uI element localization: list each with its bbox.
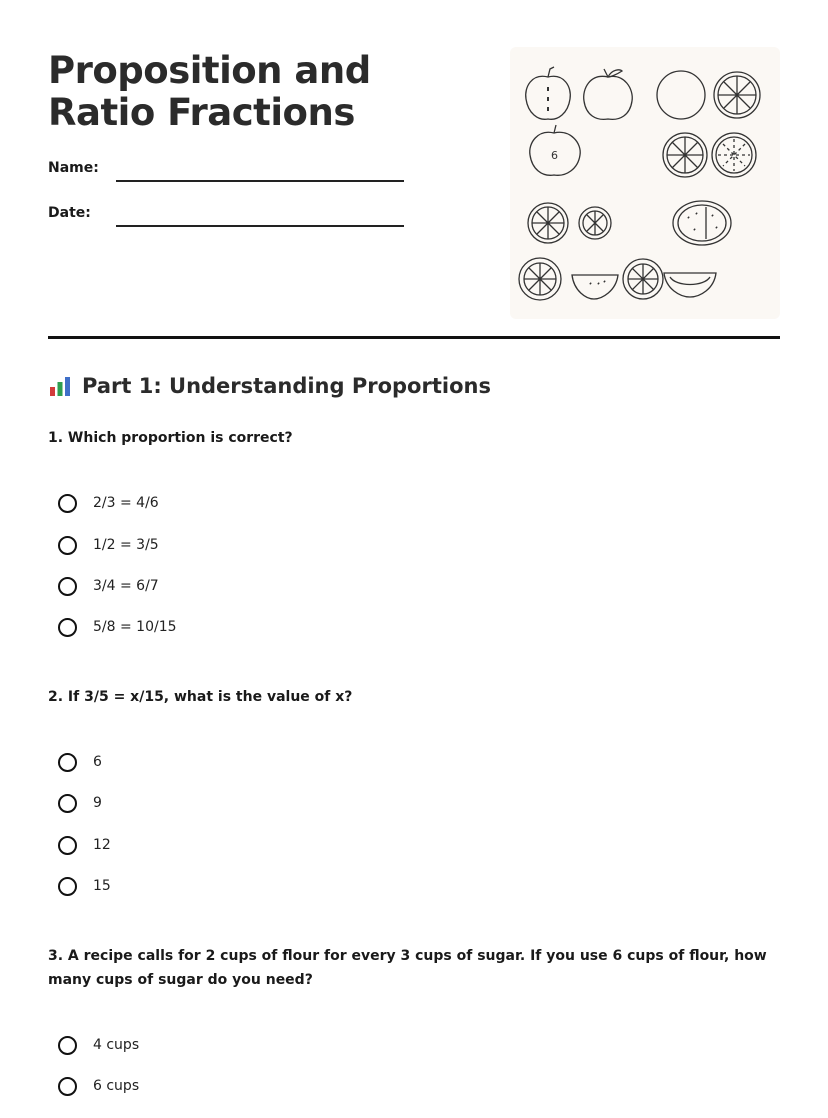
option-q1-b[interactable]: [58, 530, 159, 560]
name-line[interactable]: [116, 180, 404, 182]
option-q3-a[interactable]: [58, 1030, 139, 1060]
name-label: Name:: [48, 160, 99, 176]
radio-button[interactable]: [58, 794, 77, 813]
header-divider: [48, 336, 780, 339]
section-heading: [48, 374, 491, 398]
worksheet-header: [48, 0, 780, 398]
date-label: Date:: [48, 205, 91, 221]
date-field: [48, 205, 408, 235]
option-label: 9: [93, 795, 102, 811]
option-q1-a[interactable]: [58, 488, 159, 518]
option-q1-c[interactable]: [58, 571, 159, 601]
melon-icon: [673, 201, 731, 245]
option-label: 15: [93, 878, 111, 894]
radio-button[interactable]: [58, 536, 77, 555]
question-3: 3. A recipe calls for 2 cups of flour for every 3 cups of sugar. If you use 6 cups of flour, how many cups of sugar do you need?: [48, 948, 767, 988]
radio-button[interactable]: [58, 577, 77, 596]
option-label: 12: [93, 837, 111, 853]
question-2: 2. If 3/5 = x/15, what is the value of x?: [48, 689, 353, 705]
option-label: 1/2 = 3/5: [93, 537, 159, 553]
option-q2-d[interactable]: [58, 871, 111, 901]
option-label: 6 cups: [93, 1078, 140, 1094]
option-label: 6: [93, 754, 102, 770]
option-label: 4 cups: [93, 1037, 140, 1053]
radio-button[interactable]: [58, 1077, 77, 1096]
radio-button[interactable]: [58, 877, 77, 896]
option-label: 3/4 = 6/7: [93, 578, 159, 594]
radio-button[interactable]: [58, 836, 77, 855]
radio-button[interactable]: [58, 494, 77, 513]
option-q2-b[interactable]: [58, 788, 102, 818]
date-line[interactable]: [116, 225, 404, 227]
option-q1-d[interactable]: [58, 612, 177, 642]
option-q3-b[interactable]: [58, 1071, 139, 1101]
radio-button[interactable]: [58, 1036, 77, 1055]
option-q2-c[interactable]: [58, 830, 111, 860]
apple-icon: [584, 76, 633, 119]
option-label: 5/8 = 10/15: [93, 619, 177, 635]
option-q2-a[interactable]: [58, 747, 102, 777]
apple-digit: 6: [551, 149, 558, 162]
fruit-fraction-illustration: [510, 47, 780, 319]
radio-button[interactable]: [58, 753, 77, 772]
section-title: Part 1: Understanding Proportions: [82, 374, 491, 398]
orange-icon: [657, 71, 705, 119]
worksheet-page: [48, 0, 780, 1094]
bar-chart-icon: [48, 375, 72, 397]
option-label: 2/3 = 4/6: [93, 495, 159, 511]
radio-button[interactable]: [58, 618, 77, 637]
question-1: 1. Which proportion is correct?: [48, 430, 293, 446]
name-field: [48, 160, 408, 190]
page-title: Proposition and Ratio Fractions: [48, 49, 371, 134]
watermelon-slice-icon: [572, 275, 618, 299]
